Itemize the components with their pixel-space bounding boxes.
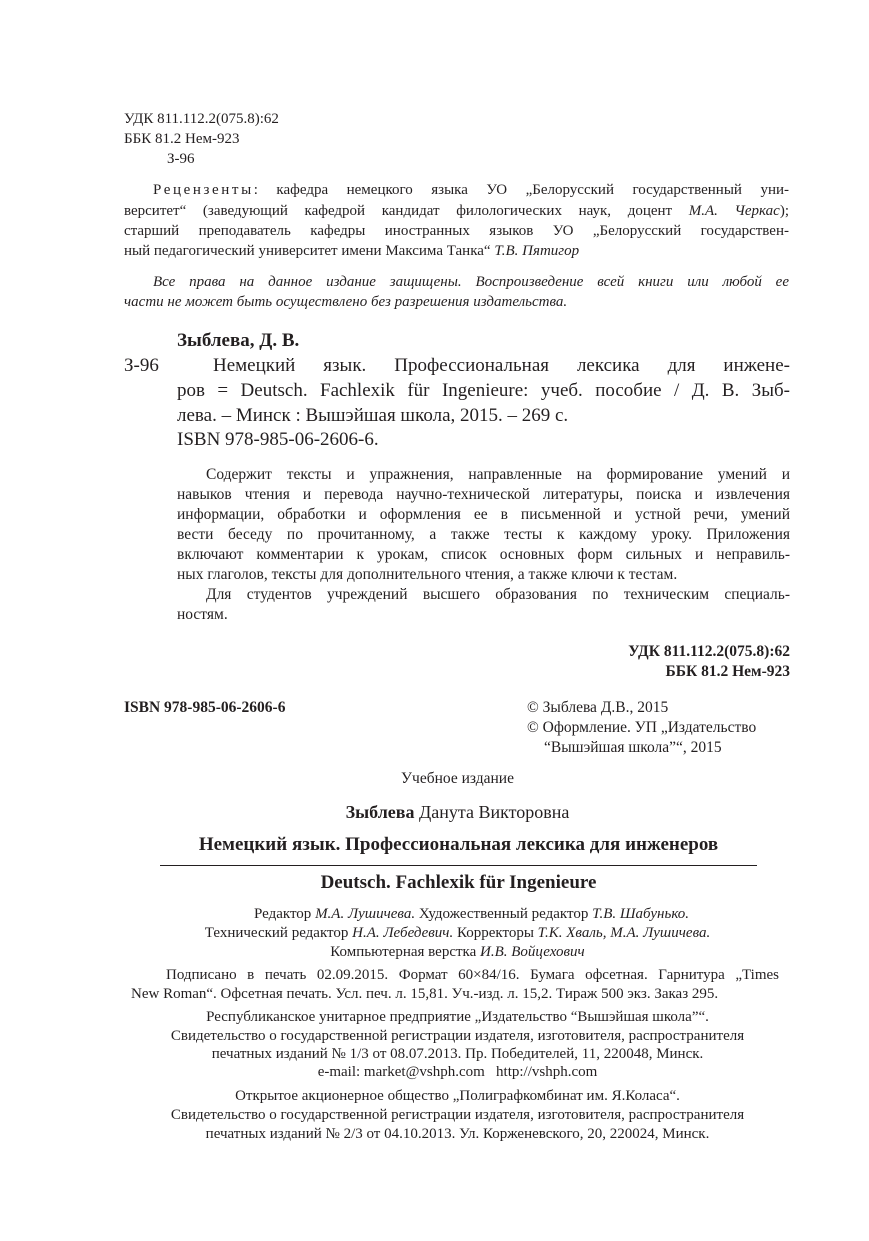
publisher-contacts: e-mail: market@vshph.com http://vshph.com <box>317 1064 598 1080</box>
annotation-line: ных глаголов, тексты для дополнительного чтения, а также ключи к тестам. <box>177 566 678 583</box>
annotation-line: включают комментарии к урокам, список основных форм сильных и неправиль- <box>177 546 790 563</box>
annotation-line: вести беседу по прочитанному, а также тесты к каждому уроку. Приложения <box>177 526 790 543</box>
printer-line-3: печатных изданий № 2/3 от 04.10.2013. Ул. Корженевского, 20, 220024, Минск. <box>205 1126 710 1142</box>
classification-udk: УДК 811.112.2(075.8):62 <box>628 643 790 660</box>
editors-line-2: Технический редактор Н.А. Лебедевич. Корректоры Т.К. Хваль, М.А. Лушичева. <box>204 925 711 941</box>
rights-line-2: части не может быть осуществлено без разрешения издательства. <box>124 294 568 310</box>
copyright-author: © Зыблева Д.В., 2015 <box>527 699 669 716</box>
reviewers-line-2: верситет“ (заведующий кафедрой кандидат филологических наук, доцент М.А. Черкас); <box>124 203 790 219</box>
isbn: ISBN 978-985-06-2606-6 <box>124 699 286 716</box>
imprint-title-de: Deutsch. Fachlexik für Ingenieure <box>320 872 597 893</box>
print-info-line-1: Подписано в печать 02.09.2015. Формат 60×84/16. Бумага офсетная. Гарнитура „Times <box>166 967 779 983</box>
imprint-author: Зыблева Данута Викторовна <box>345 802 570 822</box>
printer-line-1: Открытое акционерное общество „Полиграфкомбинат им. Я.Коласа“. <box>235 1088 680 1104</box>
reviewer-name-2: Т.В. Пятигор <box>494 243 580 259</box>
author-mark: З-96 <box>167 151 195 167</box>
annotation-line: Для студентов учреждений высшего образования по техническим специаль- <box>206 586 790 603</box>
publisher-line-2: Свидетельство о государственной регистрации издателя, изготовителя, распространителя <box>170 1028 745 1044</box>
rights-line-1: Все права на данное издание защищены. Воспроизведение всей книги или любой ее <box>153 274 789 290</box>
reviewers-line-1: Рецензенты: кафедра немецкого языка УО „Белорусский государственный уни- <box>153 182 789 198</box>
catalog-mark: З-96 <box>124 355 159 376</box>
annotation-line: Содержит тексты и упражнения, направленные на формирование умений и <box>206 466 790 483</box>
edition-type: Учебное издание <box>401 770 514 787</box>
catalog-line-2: ров = Deutsch. Fachlexik für Ingenieure: учеб. пособие / Д. В. Зыб- <box>177 380 790 401</box>
catalog-line-3: лева. – Минск : Вышэйшая школа, 2015. – 269 с. <box>177 405 569 426</box>
reviewers-line-3: старший преподаватель кафедры иностранных языков УО „Белорусский государствен- <box>124 223 789 239</box>
annotation-line: ностям. <box>177 606 228 623</box>
annotation-line: информации, обработки и оформления ее в письменной и устной речи, умений <box>177 506 790 523</box>
classification-bbk: ББК 81.2 Нем-923 <box>665 663 790 680</box>
publisher-line-3: печатных изданий № 1/3 от 08.07.2013. Пр. Победителей, 11, 220048, Минск. <box>211 1046 704 1062</box>
catalog-line-1: Немецкий язык. Профессиональная лексика для инжене- <box>213 355 790 376</box>
bbk-code: ББК 81.2 Нем-923 <box>124 131 240 147</box>
udk-code: УДК 811.112.2(075.8):62 <box>124 111 279 127</box>
print-info-line-2: New Roman“. Офсетная печать. Усл. печ. л. 15,81. Уч.-изд. л. 15,2. Тираж 500 экз. Заказ 295. <box>131 986 719 1002</box>
copyright-publisher: “Вышэйшая школа”“, 2015 <box>544 739 722 756</box>
publisher-line-1: Республиканское унитарное предприятие „Издательство “Вышэйшая школа”“. <box>206 1009 709 1025</box>
reviewers-line-4: ный педагогический университет имени Максима Танка“ Т.В. Пятигор <box>124 243 580 259</box>
editors-line-3: Компьютерная верстка И.В. Войцехович <box>330 944 585 960</box>
catalog-author: Зыблева, Д. В. <box>177 330 300 351</box>
annotation-line: навыков чтения и перевода научно-технической литературы, поиска и извлечения <box>177 486 790 503</box>
imprint-title-ru: Немецкий язык. Профессиональная лексика для инженеров <box>198 834 719 855</box>
reviewer-name-1: М.А. Черкас <box>688 203 780 219</box>
reviewers-label: Рецензенты <box>153 182 254 198</box>
catalog-line-4: ISBN 978-985-06-2606-6. <box>177 429 379 450</box>
title-divider <box>160 865 757 866</box>
editors-line-1: Редактор М.А. Лушичева. Художественный редактор Т.В. Шабунько. <box>253 906 690 922</box>
copyright-design: © Оформление. УП „Издательство <box>527 719 757 736</box>
printer-line-2: Свидетельство о государственной регистрации издателя, изготовителя, распространителя <box>170 1107 745 1123</box>
